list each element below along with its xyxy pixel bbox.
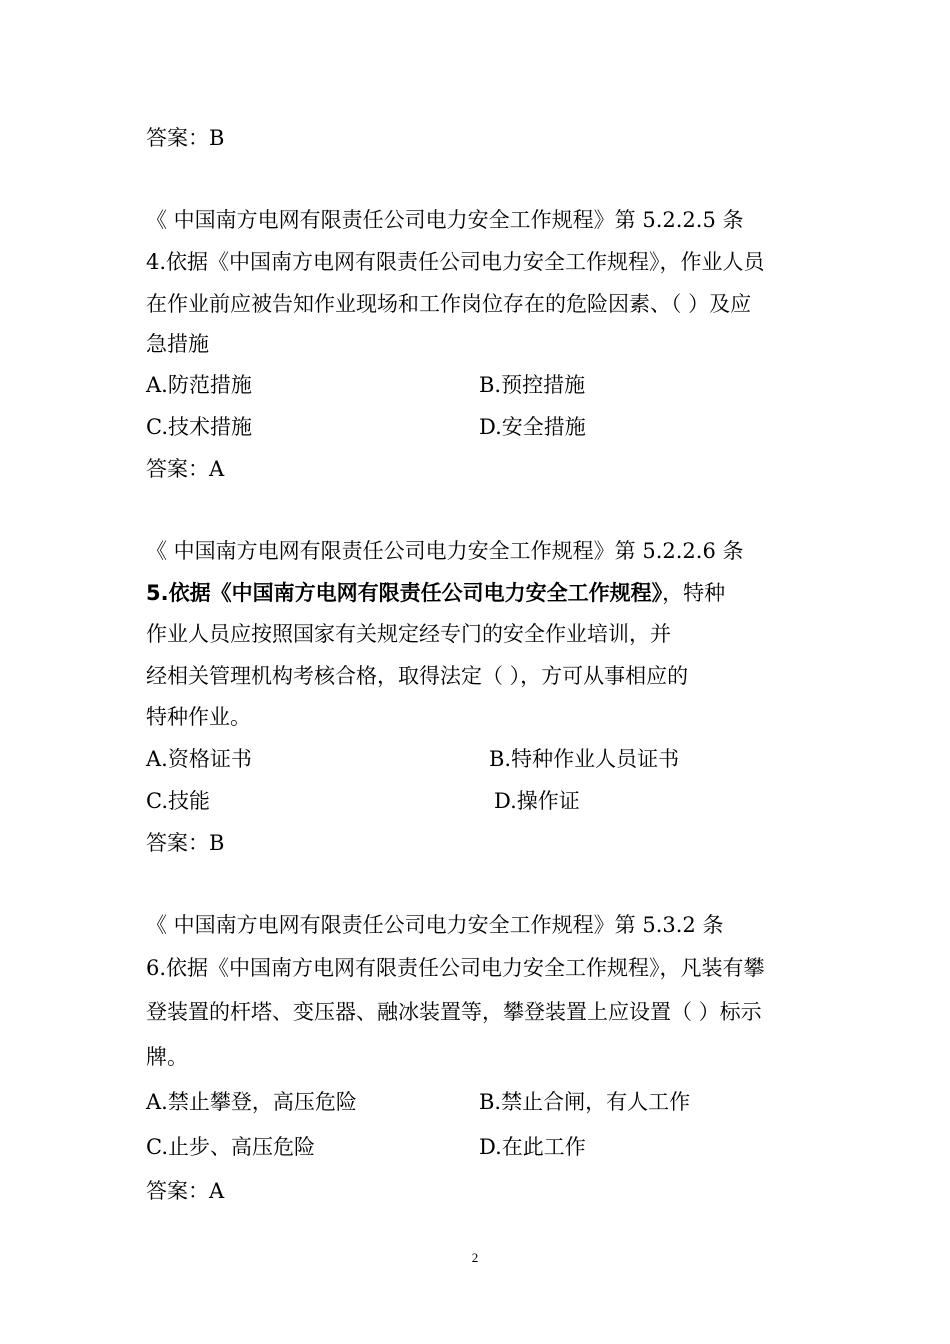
q6-answer: 答案：A xyxy=(146,1179,225,1203)
q5-option-c: C.技能 xyxy=(146,789,210,813)
q4-source: 《 中国南方电网有限责任公司电力安全工作规程》第 5.2.2.5 条 xyxy=(146,208,744,232)
q6-source: 《 中国南方电网有限责任公司电力安全工作规程》第 5.3.2 条 xyxy=(146,913,724,937)
q4-option-c: C.技术措施 xyxy=(146,415,252,439)
q5-option-a: A.资格证书 xyxy=(146,747,252,771)
q4-text-line-3: 急措施 xyxy=(146,332,209,356)
q5-option-b: B.特种作业人员证书 xyxy=(489,747,680,771)
q4-option-a: A.防范措施 xyxy=(146,373,252,397)
q5-text-line-1 xyxy=(146,579,725,607)
q4-answer: 答案：A xyxy=(146,457,225,481)
q5-text-line-3: 经相关管理机构考核合格，取得法定（ ），方可从事相应的 xyxy=(146,664,689,688)
q5-text-rest: ，特种 xyxy=(662,581,726,605)
q6-text-line-3: 牌。 xyxy=(146,1045,188,1069)
q4-option-d: D.安全措施 xyxy=(479,415,586,439)
page-number: 2 xyxy=(471,1250,479,1265)
q6-option-b: B.禁止合闸，有人工作 xyxy=(479,1090,691,1114)
q5-text-line-2: 作业人员应按照国家有关规定经专门的安全作业培训，并 xyxy=(146,622,671,646)
q5-option-d: D.操作证 xyxy=(494,789,580,813)
q5-source: 《 中国南方电网有限责任公司电力安全工作规程》第 5.2.2.6 条 xyxy=(146,539,744,563)
q6-text-line-1: 6.依据《中国南方电网有限责任公司电力安全工作规程》，凡装有攀 xyxy=(146,956,765,980)
q4-text-line-1: 4.依据《中国南方电网有限责任公司电力安全工作规程》，作业人员 xyxy=(146,250,765,274)
q4-option-b: B.预控措施 xyxy=(479,373,586,397)
q4-text-line-2: 在作业前应被告知作业现场和工作岗位存在的危险因素、（ ）及应 xyxy=(146,292,752,316)
q6-option-c: C.止步、高压危险 xyxy=(146,1135,315,1159)
q6-option-d: D.在此工作 xyxy=(479,1135,586,1159)
q5-text-bold: 5.依据《中国南方电网有限责任公司电力安全工作规程》 xyxy=(146,581,663,605)
q6-text-line-2: 登装置的杆塔、变压器、融冰装置等，攀登装置上应设置（ ）标示 xyxy=(146,1000,762,1024)
q5-text-line-4: 特种作业。 xyxy=(146,705,251,729)
answer-prev: 答案：B xyxy=(146,126,225,150)
q6-option-a: A.禁止攀登，高压危险 xyxy=(146,1090,357,1114)
q5-answer: 答案：B xyxy=(146,831,225,855)
